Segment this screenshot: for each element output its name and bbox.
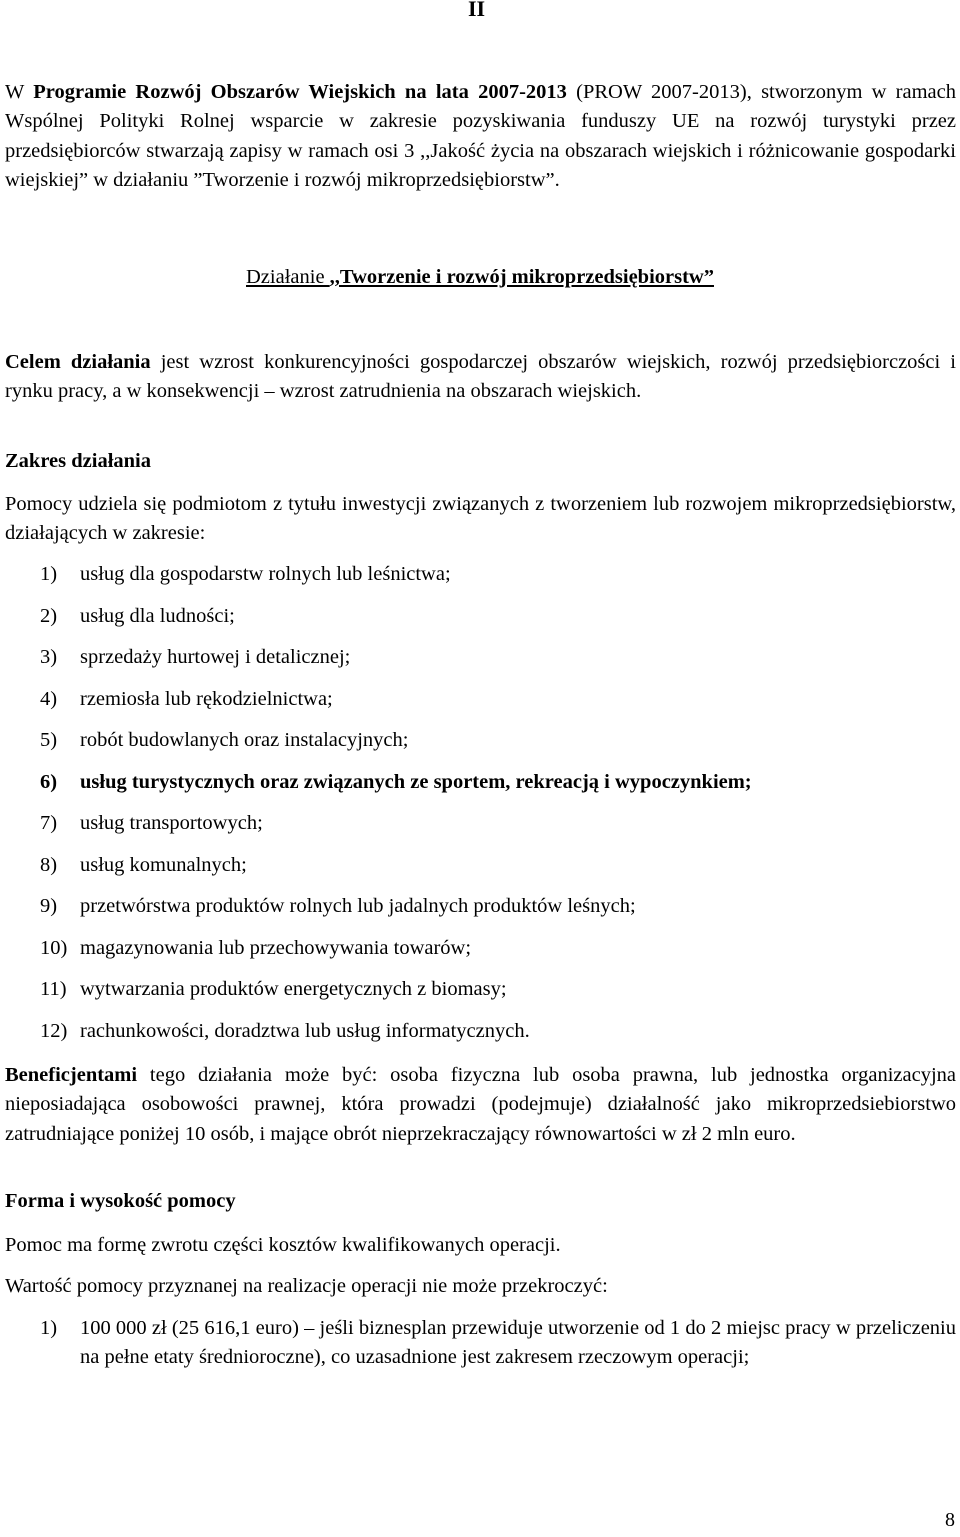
list-item-number: 9) — [40, 895, 58, 917]
scope-heading: Zakres działania — [5, 450, 151, 472]
list-item — [40, 729, 956, 752]
list-item-text: robót budowlanych oraz instalacyjnych; — [80, 729, 409, 751]
intro-rest: (PROW 2007-2013), stworzonym w ramach Wspólnej Polityki Rolnej wsparcie w zakresie pozyskiwania funduszy UE na rozwój turystyki przez przedsiębiorców stwarzają zapisy w ramach osi 3 ,,Jakość życia na obszarach wiejskich i różnicowanie gospodarki wiejskiej” w działaniu ”Tworzenie i rozwój mikroprzedsiębiorstw”. — [5, 81, 956, 192]
list-item-text: usług dla gospodarstw rolnych lub leśnictwa; — [80, 563, 451, 585]
list-item-text: usług turystycznych oraz związanych ze sportem, rekreacją i wypoczynkiem; — [80, 771, 752, 793]
list-item-text: magazynowania lub przechowywania towarów; — [80, 937, 472, 959]
action-title — [0, 266, 960, 289]
goal-label: Celem działania — [5, 351, 151, 373]
intro-program-name: Programie Rozwój Obszarów Wiejskich na lata 2007-2013 — [33, 81, 567, 103]
list-item-number: 4) — [40, 688, 58, 710]
list-item-text: rachunkowości, doradztwa lub usług informatycznych. — [80, 1020, 530, 1042]
list-item-text: rzemiosła lub rękodzielnictwa; — [80, 688, 333, 710]
page-number: 8 — [945, 1509, 955, 1531]
aid-heading: Forma i wysokość pomocy — [5, 1190, 236, 1212]
list-item — [40, 563, 956, 586]
list-item-number: 1) — [40, 1317, 58, 1339]
beneficiaries-text: tego działania może być: osoba fizyczna lub osoba prawna, lub jednostka organizacyjna nieposiadająca osobowości prawnej, która prowadzi (podejmuje) działalność jako mikroprzedsiebiorstwo zatrudniające poniżej 10 osób, i mające obrót nieprzekraczający równowartości w zł 2 mln euro. — [5, 1064, 956, 1145]
list-item-highlighted — [40, 771, 956, 794]
list-item-number: 5) — [40, 729, 58, 751]
list-item — [40, 646, 956, 669]
list-item-text: 100 000 zł (25 616,1 euro) – jeśli biznesplan przewiduje utworzenie od 1 do 2 miejsc pracy w przeliczeniu na pełne etaty średnioroczne), co uzasadnione jest zakresem rzeczowym operacji; — [80, 1317, 956, 1369]
list-item — [40, 854, 956, 877]
list-item — [40, 895, 956, 918]
beneficiaries-label: Beneficjentami — [5, 1064, 138, 1086]
list-item-text: wytwarzania produktów energetycznych z biomasy; — [80, 978, 507, 1000]
list-item — [40, 1020, 956, 1043]
list-item-number: 3) — [40, 646, 58, 668]
list-item-number: 1) — [40, 563, 58, 585]
list-item — [40, 688, 956, 711]
list-item-number: 10) — [40, 937, 68, 959]
goal-paragraph — [5, 348, 956, 407]
intro-prefix: W — [5, 81, 34, 103]
list-item-number: 11) — [40, 978, 67, 1000]
beneficiaries-paragraph — [5, 1061, 956, 1149]
list-item — [40, 1314, 956, 1373]
list-item-number: 6) — [40, 771, 58, 793]
list-item-text: usług transportowych; — [80, 812, 263, 834]
aid-form-paragraph: Pomoc ma formę zwrotu części kosztów kwalifikowanych operacji. — [5, 1234, 561, 1256]
list-item-number: 12) — [40, 1020, 68, 1042]
list-item-text: usług komunalnych; — [80, 854, 247, 876]
list-item-number: 8) — [40, 854, 58, 876]
goal-text: jest wzrost konkurencyjności gospodarczej obszarów wiejskich, rozwój przedsiębiorczości i rynku pracy, a w konsekwencji – wzrost zatrudnienia na obszarach wiejskich. — [5, 351, 956, 403]
action-title-name: ,,Tworzenie i rozwój mikroprzedsiębiorstw” — [329, 266, 714, 288]
list-item — [40, 937, 956, 960]
aid-value-paragraph: Wartość pomocy przyznanej na realizacje operacji nie może przekroczyć: — [5, 1275, 608, 1297]
scope-paragraph: Pomocy udziela się podmiotom z tytułu inwestycji związanych z tworzeniem lub rozwojem mikroprzedsiębiorstw, działających w zakresie: — [5, 493, 956, 545]
list-item-number: 7) — [40, 812, 58, 834]
section-roman-numeral: II — [468, 0, 486, 21]
list-item — [40, 812, 956, 835]
list-item-text: sprzedaży hurtowej i detalicznej; — [80, 646, 351, 668]
action-title-prefix: Działanie — [246, 266, 330, 288]
list-item-text: przetwórstwa produktów rolnych lub jadalnych produktów leśnych; — [80, 895, 636, 917]
list-item — [40, 978, 956, 1001]
list-item-number: 2) — [40, 605, 58, 627]
list-item-text: usług dla ludności; — [80, 605, 235, 627]
intro-paragraph — [5, 78, 956, 196]
list-item — [40, 605, 956, 628]
